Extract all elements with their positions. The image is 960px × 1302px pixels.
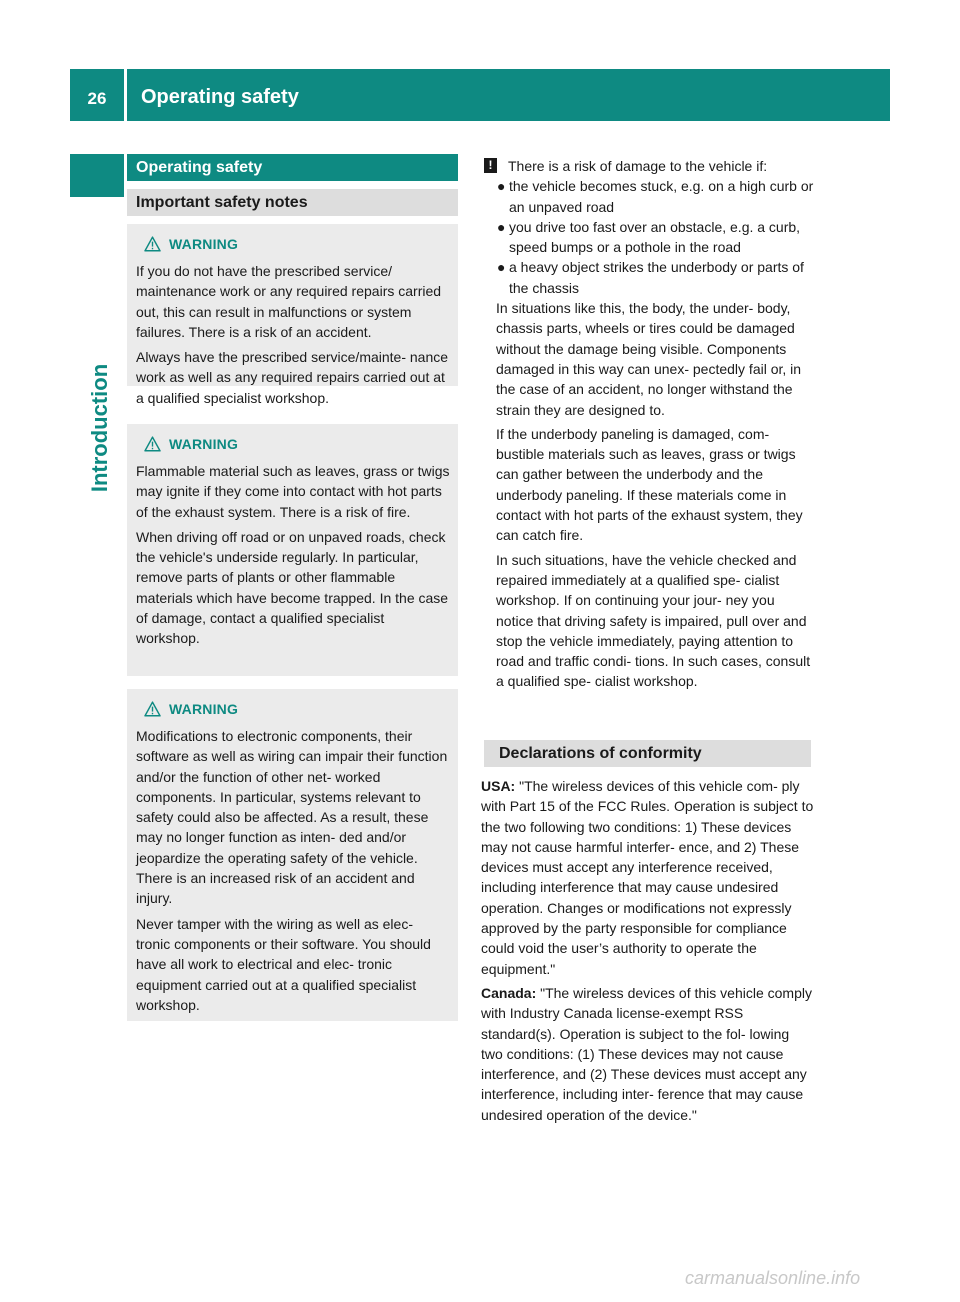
notice-paragraph: In situations like this, the body, the under- body, chassis parts, wheels or tires could be damaged without the damage being visible. Components damaged in this way can unex- pectedly fail or, in the case of an accident, no longer withstand the strain they are designed to. xyxy=(496,300,802,418)
warning-triangle-icon xyxy=(144,436,161,452)
warning-box-2 xyxy=(127,424,458,676)
exclamation-notice-icon: ! xyxy=(484,158,497,173)
notice-intro: There is a risk of damage to the vehicle if: xyxy=(508,158,768,174)
side-tab-label: Introduction xyxy=(87,363,112,493)
section-title: Operating safety xyxy=(127,154,458,181)
declarations-title: Declarations of conformity xyxy=(484,740,811,767)
watermark: carmanualsonline.info xyxy=(685,1268,861,1288)
notice-body xyxy=(484,176,814,691)
side-tab xyxy=(85,348,115,508)
bullet-icon: ● xyxy=(497,259,506,276)
bullet-icon: ● xyxy=(497,178,506,195)
notice-paragraph: If the underbody paneling is damaged, com- bustible materials such as leaves, grass or twigs can gather between the underbody and the underbody paneling. If these materials come in contact with hot parts of the exhaust system, they can catch fire. xyxy=(496,425,803,544)
warning-header xyxy=(136,436,450,452)
list-item: ● the vehicle becomes stuck, e.g. on a high curb or an unpaved road xyxy=(496,176,814,217)
canada-declaration: Canada: "The wireless devices of this vehicle comply with Industry Canada license-exempt RSS standard(s). Operation is subject to the fol- lowing two conditions: (1) These devices may not cause interference, and (2) These devices must accept any interference, including inter- ference that may cause undesired operation of the device." xyxy=(481,984,812,1123)
warning-label: WARNING xyxy=(169,701,239,717)
damage-notice xyxy=(484,156,814,692)
page-number: 26 xyxy=(70,69,124,121)
warning-text: Always have the prescribed service/mainte- nance work as well as any required repairs carried out at a qualified specialist workshop. xyxy=(136,349,449,406)
list-item: ● you drive too fast over an obstacle, e.g. a curb, speed bumps or a pothole in the road xyxy=(496,217,814,258)
subsection-title: Important safety notes xyxy=(127,189,458,216)
usa-declaration: USA: "The wireless devices of this vehicle com- ply with Part 15 of the FCC Rules. Operation is subject to the two following two conditions: 1) These devices may not cause harmful interfer- ence, and 2) These devices must accept any interference received, including interference that may cause undesired operation. Changes or modifications not expressly approved by the party responsible for compliance could void the user’s authority to operate the equipment." xyxy=(481,778,814,977)
warning-label: WARNING xyxy=(169,436,239,452)
warning-box-1 xyxy=(127,224,458,406)
warning-text: When driving off road or on unpaved roads, check the vehicle's underside regularly. In particular, remove parts of plants or other flammable materials which have become trapped. In the case of damage, contact a qualified specialist workshop. xyxy=(136,528,449,647)
warning-box-3 xyxy=(127,689,458,1021)
warning-text: If you do not have the prescribed service/ maintenance work or any required repairs carried out, this can result in malfunctions or system failures. There is a risk of an accident. xyxy=(136,263,442,340)
declarations-body xyxy=(481,776,814,1129)
canada-label: Canada: xyxy=(481,984,537,1001)
warning-text: Modifications to electronic components, their software as well as wiring can impair their function and/or the function of other net- worked components. In particular, systems relevant to safety could also be affected. As a result, these may no longer function as inten- ded and/or jeopardize the operating safety of the vehicle. There is an increased risk of an accident and injury. xyxy=(136,728,448,907)
warning-text: Never tamper with the wiring as well as elec- tronic components or their software. You should have all work to electrical and elec- tronic equipment carried out at a qualified specialist workshop. xyxy=(136,915,431,1013)
side-tab-marker xyxy=(70,154,124,197)
notice-intro-line xyxy=(484,156,814,176)
header-title: Operating safety xyxy=(141,86,299,108)
warning-header xyxy=(136,701,450,717)
warning-header xyxy=(136,236,450,252)
list-item: ● a heavy object strikes the underbody or parts of the chassis xyxy=(496,257,814,298)
warning-triangle-icon xyxy=(144,236,161,252)
bullet-icon: ● xyxy=(497,218,506,235)
warning-triangle-icon xyxy=(144,701,161,717)
usa-label: USA: xyxy=(481,778,516,794)
notice-paragraph: In such situations, have the vehicle checked and repaired immediately at a qualified spe- cialist workshop. If on continuing your jour- ney you notice that driving safety is impaired, pull over and stop the vehicle immediately, paying attention to road and traffic condi- tions. In such cases, consult a qualified spe- cialist workshop. xyxy=(496,551,811,690)
warning-label: WARNING xyxy=(169,236,239,252)
warning-text: Flammable material such as leaves, grass or twigs may ignite if they come into contact with hot parts of the exhaust system. There is a risk of fire. xyxy=(136,463,450,520)
